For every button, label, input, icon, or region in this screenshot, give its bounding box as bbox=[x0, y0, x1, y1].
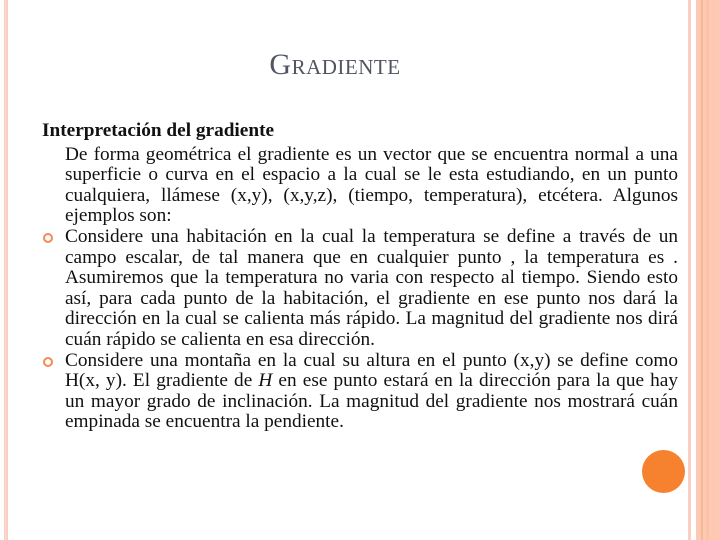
section-heading: Interpretación del gradiente bbox=[42, 120, 275, 141]
right-border-line bbox=[688, 0, 691, 540]
slide-content bbox=[42, 121, 678, 433]
bullet-text-before: Considere una montaña en la cual su altura en el punto (x,y) se define como H(x, y). El gradiente de bbox=[65, 349, 678, 392]
bullet-circle-icon bbox=[43, 357, 53, 367]
right-band-stripe bbox=[706, 0, 709, 540]
bullet-text: Considere una habitación en la cual la temperatura se define a través de un campo escalar, de tal manera que en cualquier punto , la temperatura es . Asumiremos que la temperatura no varia con respecto al tiempo. Siendo esto así, para cada punto de la habitación, el gradiente en ese punto nos dará la dirección en la cual se calienta más rápido. La magnitud del gradiente nos dirá cuán rápido se calienta en esa dirección. bbox=[65, 225, 678, 350]
bullet-circle-icon bbox=[43, 233, 53, 243]
bullet-item-room bbox=[65, 227, 678, 351]
orange-circle-decoration-icon bbox=[642, 450, 685, 493]
right-band-stripe bbox=[712, 0, 714, 540]
italic-variable-h: H bbox=[258, 370, 273, 392]
bullet-item-mountain bbox=[65, 351, 678, 433]
slide-title: Gradiente bbox=[269, 48, 401, 81]
right-band-stripe bbox=[701, 0, 703, 540]
intro-paragraph: De forma geométrica el gradiente es un vector que se encuentra normal a una superficie o curva en el espacio a la cual se le esta estudiando, en un punto cualquiera, llámese (x,y), (x,y,z), (tiempo, temperatura), etcétera. Algunos ejemplos son: bbox=[65, 143, 678, 227]
bullet-text-after: en ese punto estará en la dirección para la que hay un mayor grado de inclinación. La magnitud del gradiente nos mostrará cuán empinada se encuentra la pendiente. bbox=[65, 370, 678, 433]
